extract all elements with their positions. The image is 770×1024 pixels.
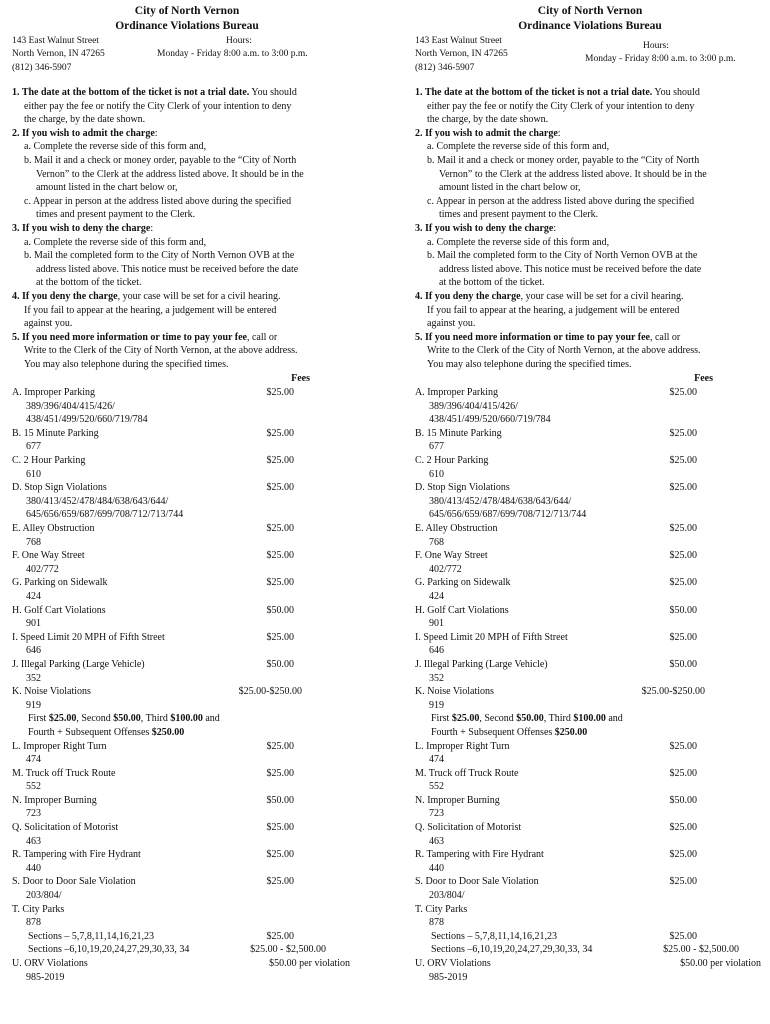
fee-label: Q. Solicitation of Motorist: [12, 822, 119, 834]
fee-amount: $50.00: [266, 794, 294, 806]
fee-label: S. Door to Door Sale Violation: [415, 876, 539, 888]
fee-amount: $25.00: [669, 482, 697, 494]
ordinance-codes: 723: [26, 808, 41, 820]
ordinance-codes: 474: [429, 754, 444, 766]
fee-row-t: [415, 903, 765, 917]
instruction-3: 3. If you wish to deny the charge:: [415, 222, 557, 234]
fee-amount: $25.00: [266, 767, 294, 779]
fee-row-c: [415, 454, 765, 468]
fee-row-l: [12, 740, 362, 754]
ordinance-codes: 646: [429, 645, 444, 657]
fee-label: U. ORV Violations: [12, 958, 88, 969]
fee-amount: $25.00: [266, 849, 294, 861]
fee-label: J. Illegal Parking (Large Vehicle): [12, 658, 145, 670]
fee-label: K. Noise Violations: [12, 686, 91, 698]
ordinance-codes: 552: [26, 781, 41, 793]
fee-label: B. 15 Minute Parking: [415, 427, 502, 439]
fee-row-i: [12, 631, 362, 645]
city-title: City of North Vernon: [134, 5, 240, 17]
fee-amount: $25.00: [669, 767, 697, 779]
instruction-3b: b. Mail the completed form to the City of North Vernon OVB at the: [427, 250, 698, 262]
ordinance-codes: 985-2019: [26, 971, 65, 983]
fee-label: H. Golf Cart Violations: [12, 604, 106, 616]
fee-amount: $50.00 per violation: [680, 958, 761, 969]
fee-amount: $25.00-$250.00: [238, 686, 302, 698]
fee-amount: $25.00: [669, 631, 697, 643]
instruction-2b: b. Mail it and a check or money order, payable to the “City of North: [427, 154, 700, 166]
ordinance-codes: 610: [429, 468, 444, 480]
fee-amount: $25.00: [266, 876, 294, 888]
instruction-2: 2. If you wish to admit the charge:: [12, 127, 158, 139]
ordinance-codes: 677: [26, 441, 41, 453]
instructions: [12, 86, 362, 371]
instruction-2a: a. Complete the reverse side of this form and,: [24, 141, 207, 153]
fee-row-e: [12, 522, 362, 536]
hours-value: Monday - Friday 8:00 a.m. to 3:00 p.m.: [585, 54, 736, 64]
fee-amount: $25.00-$250.00: [641, 686, 705, 698]
ordinance-codes: 919: [26, 699, 41, 711]
ordinance-codes: 768: [26, 536, 41, 548]
park-sections-1: Sections – 5,7,8,11,14,16,21,23 $25.00: [431, 930, 697, 942]
ordinance-codes: 901: [26, 618, 41, 630]
instruction-3b-line: address listed above. This notice must be received before the date: [36, 263, 299, 275]
fee-label: C. 2 Hour Parking: [12, 455, 86, 467]
instruction-4-line: If you fail to appear at the hearing, a judgement will be entered: [24, 304, 277, 316]
phone-number: (812) 346-5907: [12, 62, 72, 73]
fee-amount: $25.00: [266, 930, 294, 942]
fees-header: Fees: [291, 373, 310, 385]
ordinance-codes: 389/396/404/415/426/: [429, 400, 518, 412]
fee-row-g: [415, 576, 765, 590]
fee-amount: $25.00: [266, 740, 294, 752]
fee-amount: $25.00: [669, 577, 697, 589]
fee-amount: $50.00: [669, 658, 697, 670]
instruction-5-line: Write to the Clerk of the City of North Vernon, at the above address.: [24, 345, 298, 357]
fee-amount: $25.00: [266, 822, 294, 834]
ordinance-codes: 352: [26, 672, 41, 684]
ordinance-codes: 645/656/659/687/699/708/712/713/744: [429, 509, 587, 521]
instruction-2c: c. Appear in person at the address listed above during the specified: [24, 195, 292, 207]
fee-row-u: [12, 957, 362, 971]
fee-row-f: [12, 549, 362, 563]
instruction-1-line: the charge, by the date shown.: [24, 114, 146, 126]
city-title: City of North Vernon: [537, 5, 643, 17]
ordinance-codes: 438/451/499/520/660/719/784: [429, 414, 551, 426]
hours-label: Hours:: [226, 36, 252, 46]
ordinance-codes: 402/772: [26, 563, 59, 575]
ordinance-codes: 645/656/659/687/699/708/712/713/744: [26, 509, 184, 521]
ordinance-codes: 768: [429, 536, 444, 548]
fee-label: R. Tampering with Fire Hydrant: [12, 849, 141, 861]
fee-amount: $50.00: [266, 658, 294, 670]
ordinance-codes: 463: [429, 835, 444, 847]
ordinance-codes: 723: [429, 808, 444, 820]
fee-label: K. Noise Violations: [415, 686, 494, 698]
fee-label: F. One Way Street: [415, 550, 488, 562]
fee-row-g: [12, 576, 362, 590]
ordinance-codes: 440: [26, 862, 41, 874]
address-block: [415, 35, 765, 75]
ordinance-codes: 203/804/: [26, 890, 62, 902]
fee-amount: $50.00: [669, 794, 697, 806]
instruction-2b-line: amount listed in the chart below or,: [439, 182, 581, 194]
instruction-3b-line: address listed above. This notice must be received before the date: [439, 263, 702, 275]
fee-row-t: [12, 903, 362, 917]
fee-row-e: [415, 522, 765, 536]
ordinance-codes: 985-2019: [429, 971, 468, 983]
fee-amount: $25.00 - $2,500.00: [663, 944, 739, 956]
fee-row-j: [12, 658, 362, 672]
ordinance-codes: 878: [26, 917, 41, 929]
fee-row-r: [415, 848, 765, 862]
park-sections-2: Sections –6,10,19,20,24,27,29,30,33, 34 $25.00 - $2,500.00: [431, 944, 739, 956]
fee-label: Q. Solicitation of Motorist: [415, 822, 522, 834]
fee-label: F. One Way Street: [12, 550, 85, 562]
instruction-3: 3. If you wish to deny the charge:: [12, 222, 154, 234]
fee-amount: $25.00 - $2,500.00: [250, 944, 326, 956]
fee-label: E. Alley Obstruction: [12, 523, 95, 534]
city-state-zip: North Vernon, IN 47265: [415, 49, 508, 60]
fee-row-b: [415, 427, 765, 441]
fee-label: J. Illegal Parking (Large Vehicle): [415, 658, 548, 670]
ordinance-codes: 438/451/499/520/660/719/784: [26, 414, 148, 426]
fee-label: A. Improper Parking: [12, 387, 96, 399]
noise-fee-note: First $25.00, Second $50.00, Third $100.00 and: [28, 713, 220, 725]
fee-label: D. Stop Sign Violations: [415, 482, 510, 494]
fee-amount: $25.00: [669, 455, 697, 467]
fee-row-q: [12, 821, 362, 835]
noise-fee-note: Fourth + Subsequent Offenses $250.00: [28, 726, 185, 738]
fee-label: L. Improper Right Turn: [12, 740, 107, 752]
ordinance-codes: 203/804/: [429, 890, 465, 902]
fee-amount: $25.00: [266, 577, 294, 589]
ordinance-codes: 919: [429, 699, 444, 711]
instruction-5-line: You may also telephone during the specified times.: [427, 358, 632, 370]
instruction-3b-line: at the bottom of the ticket.: [439, 277, 545, 289]
fee-row-d: [415, 481, 765, 495]
fee-label: S. Door to Door Sale Violation: [12, 876, 136, 888]
fee-row-i: [415, 631, 765, 645]
fee-label: T. City Parks: [415, 903, 468, 915]
fee-label: R. Tampering with Fire Hydrant: [415, 849, 544, 861]
instruction-3a: a. Complete the reverse side of this form and,: [427, 236, 610, 248]
street-address: 143 East Walnut Street: [12, 36, 99, 46]
ordinance-codes: 901: [429, 618, 444, 630]
fee-label: D. Stop Sign Violations: [12, 482, 107, 494]
fee-row-m: [415, 767, 765, 781]
fee-label: B. 15 Minute Parking: [12, 427, 99, 439]
fee-row-c: [12, 454, 362, 468]
phone-number: (812) 346-5907: [415, 62, 475, 73]
ordinance-codes: 610: [26, 468, 41, 480]
instruction-2b-line: Vernon” to the Clerk at the address listed above. It should be in the: [439, 168, 707, 180]
instruction-5: 5. If you need more information or time to pay your fee, call or: [415, 331, 681, 343]
fee-row-h: [415, 604, 765, 618]
fee-amount: $25.00: [266, 482, 294, 494]
noise-fee-note: Fourth + Subsequent Offenses $250.00: [431, 726, 588, 738]
fee-schedule: [12, 386, 362, 984]
ordinance-codes: 677: [429, 441, 444, 453]
fee-row-a: [12, 386, 362, 400]
fee-row-n: [415, 794, 765, 808]
fee-amount: $25.00: [266, 550, 294, 562]
park-sections-1: Sections – 5,7,8,11,14,16,21,23 $25.00: [28, 930, 294, 942]
fee-amount: $25.00: [266, 427, 294, 439]
fee-row-f: [415, 549, 765, 563]
fee-row-d: [12, 481, 362, 495]
instruction-2: 2. If you wish to admit the charge:: [415, 127, 561, 139]
instructions: [415, 86, 765, 371]
noise-fee-note: First $25.00, Second $50.00, Third $100.00 and: [431, 713, 623, 725]
hours-value: Monday - Friday 8:00 a.m. to 3:00 p.m.: [157, 49, 308, 59]
fee-amount: $25.00: [669, 930, 697, 942]
address-block: [12, 35, 362, 75]
fee-amount: $25.00: [669, 427, 697, 439]
fee-row-j: [415, 658, 765, 672]
ordinance-codes: 878: [429, 917, 444, 929]
fee-row-s: [415, 875, 765, 889]
instruction-2c: c. Appear in person at the address listed above during the specified: [427, 195, 695, 207]
instruction-4-line: If you fail to appear at the hearing, a judgement will be entered: [427, 304, 680, 316]
instruction-3a: a. Complete the reverse side of this form and,: [24, 236, 207, 248]
hours-label: Hours:: [643, 41, 669, 51]
instruction-2b-line: Vernon” to the Clerk at the address listed above. It should be in the: [36, 168, 304, 180]
ordinance-codes: 463: [26, 835, 41, 847]
bureau-title: Ordinance Violations Bureau: [518, 20, 662, 32]
ordinance-codes: 424: [26, 590, 41, 602]
instruction-1-line: either pay the fee or notify the City Clerk of your intention to deny: [24, 100, 292, 112]
fee-amount: $50.00 per violation: [269, 958, 350, 969]
city-state-zip: North Vernon, IN 47265: [12, 49, 105, 60]
fee-amount: $25.00: [669, 849, 697, 861]
fee-amount: $25.00: [266, 387, 294, 399]
fee-label: A. Improper Parking: [415, 387, 499, 399]
fee-label: I. Speed Limit 20 MPH of Fifth Street: [12, 631, 165, 643]
instruction-1: 1. The date at the bottom of the ticket is not a trial date. You should: [415, 87, 700, 98]
fee-row-l: [415, 740, 765, 754]
fees-header: Fees: [694, 373, 713, 385]
fee-row-k: [415, 685, 765, 699]
ordinance-codes: 389/396/404/415/426/: [26, 400, 115, 412]
instruction-1-line: either pay the fee or notify the City Clerk of your intention to deny: [427, 100, 695, 112]
instruction-2a: a. Complete the reverse side of this form and,: [427, 141, 610, 153]
fee-label: L. Improper Right Turn: [415, 740, 510, 752]
ordinance-codes: 352: [429, 672, 444, 684]
fee-amount: $25.00: [669, 387, 697, 399]
ordinance-codes: 380/413/452/478/484/638/643/644/: [26, 495, 169, 507]
fee-label: H. Golf Cart Violations: [415, 604, 509, 616]
fee-row-k: [12, 685, 362, 699]
fee-row-a: [415, 386, 765, 400]
ticket-copy-right: [415, 4, 765, 984]
fee-label: I. Speed Limit 20 MPH of Fifth Street: [415, 631, 568, 643]
park-sections-2: Sections –6,10,19,20,24,27,29,30,33, 34 $25.00 - $2,500.00: [28, 944, 326, 956]
fee-amount: $25.00: [669, 550, 697, 562]
street-address: 143 East Walnut Street: [415, 36, 502, 46]
instruction-4: 4. If you deny the charge, your case will be set for a civil hearing.: [12, 290, 281, 302]
fee-label: G. Parking on Sidewalk: [415, 577, 511, 589]
fee-amount: $25.00: [669, 523, 697, 534]
fee-row-h: [12, 604, 362, 618]
instruction-4: 4. If you deny the charge, your case will be set for a civil hearing.: [415, 290, 684, 302]
ordinance-codes: 402/772: [429, 563, 462, 575]
ordinance-codes: 380/413/452/478/484/638/643/644/: [429, 495, 572, 507]
instruction-3b-line: at the bottom of the ticket.: [36, 277, 142, 289]
bureau-title: Ordinance Violations Bureau: [115, 20, 259, 32]
instruction-4-line: against you.: [24, 318, 73, 330]
fee-label: N. Improper Burning: [12, 794, 97, 806]
fee-label: U. ORV Violations: [415, 958, 491, 969]
fee-label: M. Truck off Truck Route: [12, 767, 116, 779]
ticket-copy-left: [12, 4, 362, 984]
fee-label: N. Improper Burning: [415, 794, 500, 806]
instruction-5-line: You may also telephone during the specified times.: [24, 358, 229, 370]
fee-label: T. City Parks: [12, 903, 65, 915]
instruction-1-line: the charge, by the date shown.: [427, 114, 549, 126]
instruction-4-line: against you.: [427, 318, 476, 330]
instruction-2b: b. Mail it and a check or money order, payable to the “City of North: [24, 154, 297, 166]
fee-amount: $25.00: [669, 740, 697, 752]
fee-amount: $25.00: [266, 455, 294, 467]
fee-schedule: [415, 386, 765, 984]
fee-label: G. Parking on Sidewalk: [12, 577, 108, 589]
instruction-2c-line: times and present payment to the Clerk.: [36, 209, 196, 221]
ordinance-codes: 424: [429, 590, 444, 602]
fee-label: C. 2 Hour Parking: [415, 455, 489, 467]
fee-row-b: [12, 427, 362, 441]
fee-row-s: [12, 875, 362, 889]
ordinance-codes: 440: [429, 862, 444, 874]
fee-amount: $50.00: [266, 604, 294, 616]
instruction-3b: b. Mail the completed form to the City of North Vernon OVB at the: [24, 250, 295, 262]
instruction-1: 1. The date at the bottom of the ticket is not a trial date. You should: [12, 87, 297, 98]
instruction-5: 5. If you need more information or time to pay your fee, call or: [12, 331, 278, 343]
fee-amount: $25.00: [669, 822, 697, 834]
instruction-2b-line: amount listed in the chart below or,: [36, 182, 178, 194]
fee-row-u: [415, 957, 765, 971]
fee-label: E. Alley Obstruction: [415, 523, 498, 534]
fee-amount: $25.00: [266, 631, 294, 643]
ordinance-codes: 474: [26, 754, 41, 766]
fee-label: M. Truck off Truck Route: [415, 767, 519, 779]
fee-amount: $25.00: [266, 523, 294, 534]
instruction-2c-line: times and present payment to the Clerk.: [439, 209, 599, 221]
fee-row-m: [12, 767, 362, 781]
fee-row-q: [415, 821, 765, 835]
instruction-5-line: Write to the Clerk of the City of North Vernon, at the above address.: [427, 345, 701, 357]
ordinance-codes: 552: [429, 781, 444, 793]
fee-row-n: [12, 794, 362, 808]
fee-amount: $50.00: [669, 604, 697, 616]
ordinance-codes: 646: [26, 645, 41, 657]
fee-amount: $25.00: [669, 876, 697, 888]
fee-row-r: [12, 848, 362, 862]
